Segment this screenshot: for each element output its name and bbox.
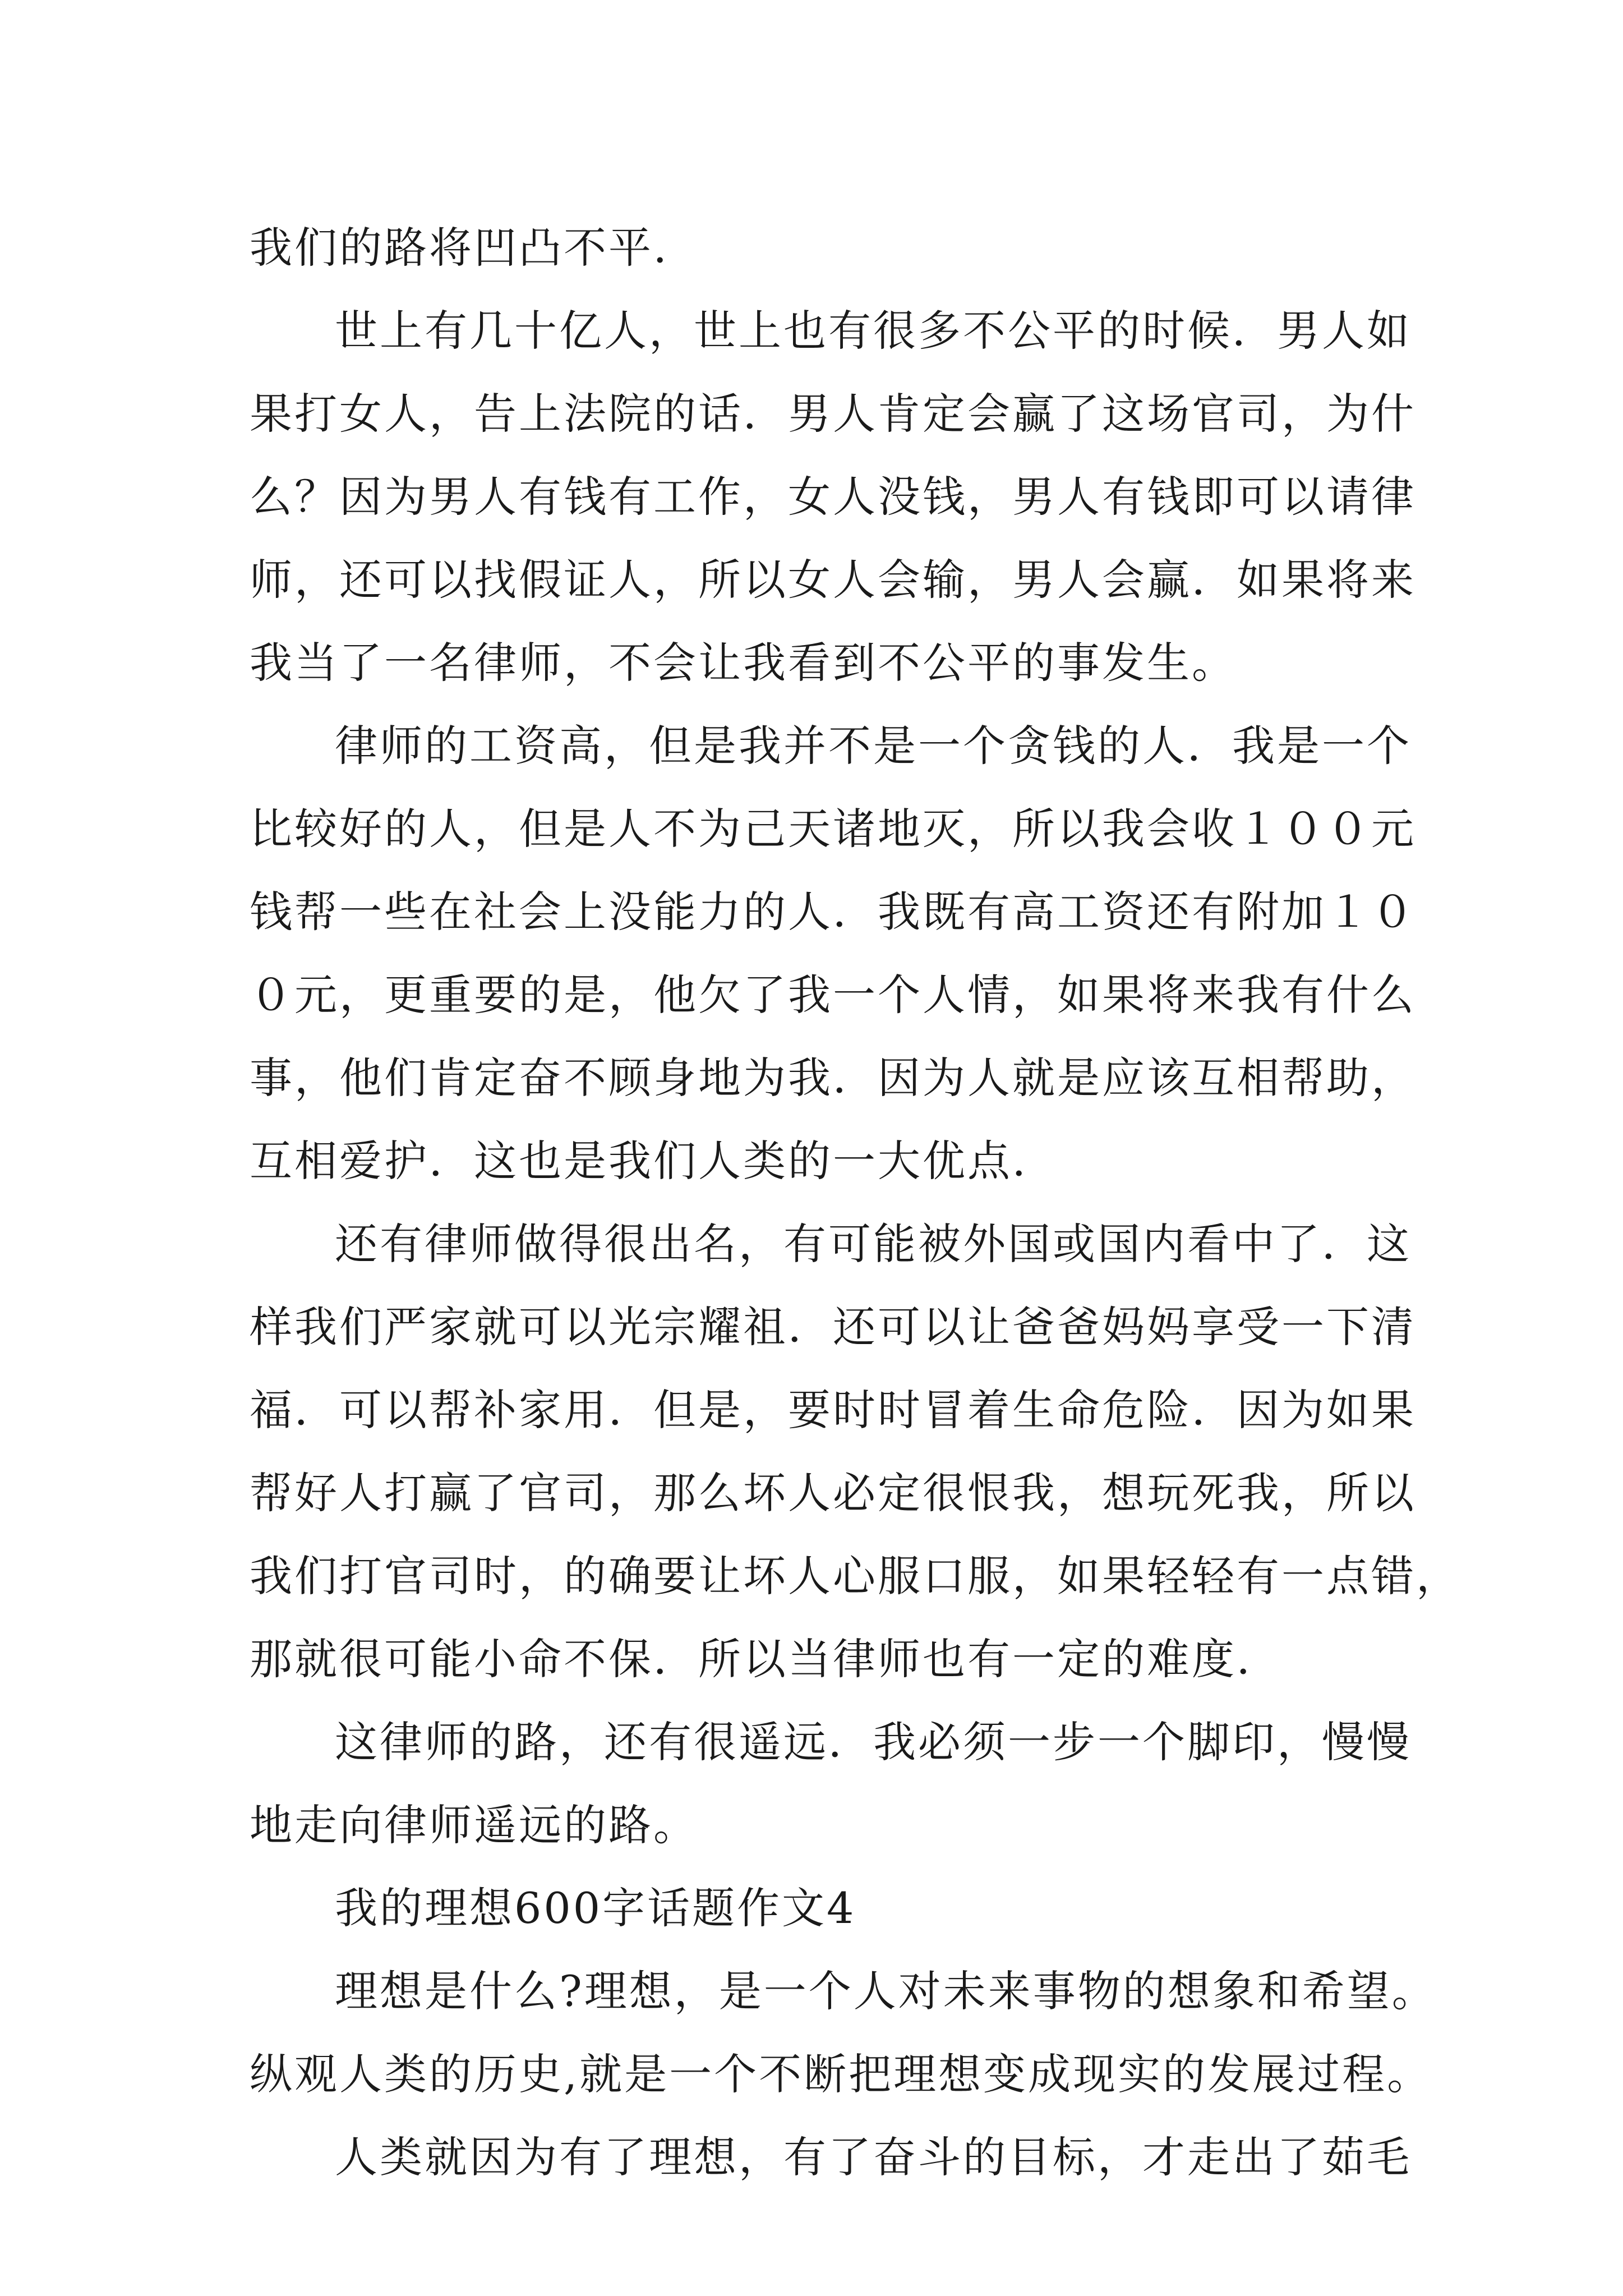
text-line: ０元，更重要的是，他欠了我一个人情，如果将来我有什么: [250, 970, 1416, 1020]
paragraph-line: 律师的工资高，但是我并不是一个贪钱的人．我是一个: [335, 721, 1412, 771]
text-line: 比较好的人，但是人不为己天诸地灭，所以我会收１００元: [250, 804, 1416, 854]
text-line: 钱帮一些在社会上没能力的人．我既有高工资还有附加１０: [250, 887, 1416, 937]
text-line: 那就很可能小命不保．所以当律师也有一定的难度．: [250, 1634, 1281, 1684]
paragraph-line: 理想是什么?理想，是一个人对未来事物的想象和希望。: [335, 1966, 1437, 2016]
text-line: 互相爱护．这也是我们人类的一大优点．: [250, 1136, 1057, 1186]
paragraph-line: 这律师的路，还有很遥远．我必须一步一个脚印，慢慢: [335, 1717, 1412, 1767]
section-heading: 我的理想600字话题作文4: [335, 1883, 856, 1933]
text-line: 我当了一名律师，不会让我看到不公平的事发生。: [250, 638, 1237, 688]
paragraph-line: 还有律师做得很出名，有可能被外国或国内看中了．这: [335, 1219, 1412, 1269]
text-line: 帮好人打赢了官司，那么坏人必定很恨我，想玩死我，所以: [250, 1468, 1416, 1518]
text-line: 我们的路将凹凸不平．: [250, 223, 698, 273]
paragraph-line: 世上有几十亿人，世上也有很多不公平的时候．男人如: [335, 306, 1412, 356]
text-line: 果打女人，告上法院的话．男人肯定会赢了这场官司，为什: [250, 389, 1416, 439]
text-line: 纵观人类的历史,就是一个不断把理想变成现实的发展过程。: [250, 2049, 1432, 2099]
text-line: 师，还可以找假证人，所以女人会输，男人会赢．如果将来: [250, 555, 1416, 605]
document-body: [250, 206, 1461, 2199]
text-line: 福．可以帮补家用．但是，要时时冒着生命危险．因为如果: [250, 1385, 1416, 1435]
paragraph-line: 人类就因为有了理想，有了奋斗的目标，才走出了茹毛: [335, 2132, 1412, 2182]
text-line: 么？因为男人有钱有工作，女人没钱，男人有钱即可以请律: [250, 472, 1416, 522]
text-line: 我们打官司时，的确要让坏人心服口服，如果轻轻有一点错，: [250, 1551, 1461, 1601]
text-line: 事，他们肯定奋不顾身地为我．因为人就是应该互相帮助，: [250, 1053, 1416, 1103]
text-line: 样我们严家就可以光宗耀祖．还可以让爸爸妈妈享受一下清: [250, 1302, 1416, 1352]
text-line: 地走向律师遥远的路。: [250, 1800, 698, 1850]
